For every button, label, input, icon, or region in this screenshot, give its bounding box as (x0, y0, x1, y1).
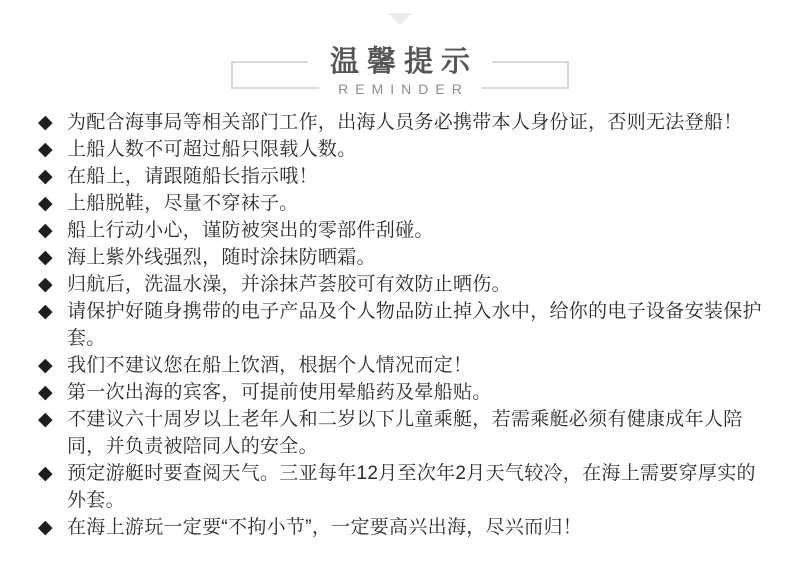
diamond-bullet-icon: ◆ (38, 274, 53, 295)
diamond-bullet-icon: ◆ (38, 139, 53, 160)
reminder-notice-page (0, 13, 800, 583)
list-item-text: 海上紫外线强烈，随时涂抹防晒霜。 (67, 247, 376, 268)
list-item-text: 第一次出海的宾客，可提前使用晕船药及晕船贴。 (67, 382, 492, 403)
diamond-bullet-icon: ◆ (38, 409, 53, 430)
list-item-text: 归航后，洗温水澡，并涂抹芦荟胶可有效防止晒伤。 (67, 274, 511, 295)
list-item (38, 352, 772, 379)
list-item (38, 514, 772, 541)
page-subtitle: REMINDER (319, 80, 481, 98)
list-item (38, 217, 772, 244)
diamond-bullet-icon: ◆ (38, 517, 53, 538)
list-item-text: 在船上，请跟随船长指示哦！ (67, 166, 318, 187)
list-item (38, 163, 772, 190)
page-title: 温馨提示 (308, 44, 492, 80)
list-item (38, 298, 772, 352)
list-item-text: 我们不建议您在船上饮酒，根据个人情况而定！ (67, 355, 473, 376)
list-item (38, 460, 772, 514)
list-item-text: 上船人数不可超过船只限载人数。 (67, 139, 357, 160)
diamond-bullet-icon: ◆ (38, 193, 53, 214)
list-item (38, 190, 772, 217)
triangle-down-icon (388, 13, 412, 25)
list-item (38, 244, 772, 271)
diamond-bullet-icon: ◆ (38, 112, 53, 133)
diamond-bullet-icon: ◆ (38, 382, 53, 403)
list-item-text: 预定游艇时要查阅天气。三亚每年12月至次年2月天气较冷，在海上需要穿厚实的外套。 (67, 463, 756, 511)
list-item-text: 请保护好随身携带的电子产品及个人物品防止掉入水中，给你的电子设备安装保护套。 (67, 301, 762, 349)
list-item (38, 109, 772, 136)
list-item (38, 379, 772, 406)
diamond-bullet-icon: ◆ (38, 355, 53, 376)
reminder-list (0, 109, 800, 541)
diamond-bullet-icon: ◆ (38, 247, 53, 268)
diamond-bullet-icon: ◆ (38, 166, 53, 187)
list-item-text: 不建议六十周岁以上老年人和二岁以下儿童乘艇，若需乘艇必须有健康成年人陪同，并负责被陪同人的安全。 (67, 409, 743, 457)
list-item (38, 406, 772, 460)
list-item (38, 136, 772, 163)
diamond-bullet-icon: ◆ (38, 301, 53, 322)
diamond-bullet-icon: ◆ (38, 220, 53, 241)
header-box (231, 46, 569, 97)
list-item-text: 在海上游玩一定要“不拘小节”，一定要高兴出海，尽兴而归！ (67, 517, 583, 538)
list-item-text: 船上行动小心，谨防被突出的零部件刮碰。 (67, 220, 434, 241)
list-item (38, 271, 772, 298)
list-item-text: 上船脱鞋，尽量不穿袜子。 (67, 193, 299, 214)
list-item-text: 为配合海事局等相关部门工作，出海人员务必携带本人身份证，否则无法登船！ (67, 112, 743, 133)
diamond-bullet-icon: ◆ (38, 463, 53, 484)
